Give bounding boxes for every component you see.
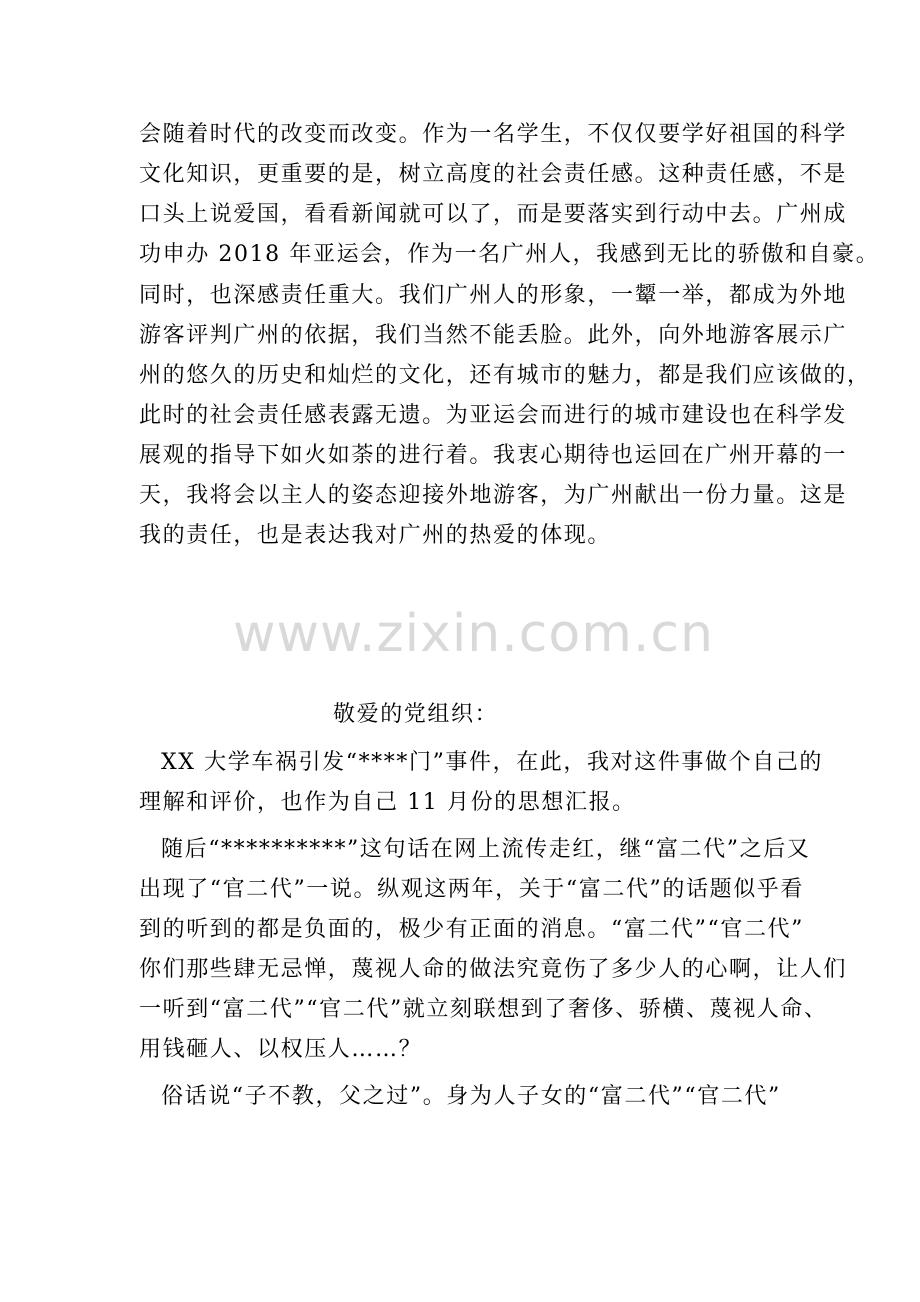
text-line: 文化知识，更重要的是，树立高度的社会责任感。这种责任感，不是: [139, 162, 848, 187]
text-line: 随后“**********”这句话在网上流传走红，继“富二代”之后又: [161, 837, 811, 862]
text-line: 州的悠久的历史和灿烂的文化，还有城市的魅力，都是我们应该做的，: [139, 363, 871, 388]
text-line: 同时，也深感责任重大。我们广州人的形象，一颦一举，都成为外地: [139, 283, 848, 308]
text-line: 会随着时代的改变而改变。作为一名学生，不仅仅要学好祖国的科学: [139, 122, 848, 147]
watermark: www.zixin.com.cn: [233, 604, 714, 664]
text-line: 你们那些肆无忌惮，蔑视人命的做法究竟伤了多少人的心啊，让人们: [139, 957, 848, 982]
text-line: 一听到“富二代”“官二代”就立刻联想到了奢侈、骄横、蔑视人命、: [139, 997, 828, 1022]
text-line: 我的责任，也是表达我对广州的热爱的体现。: [139, 523, 612, 548]
text-line: 口头上说爱国，看看新闻就可以了，而是要落实到行动中去。广州成: [139, 202, 848, 227]
text-line: XX 大学车祸引发“****门”事件，在此，我对这件事做个自己的: [161, 750, 824, 775]
salutation: 敬爱的党组织：: [333, 702, 499, 727]
text-line: 游客评判广州的依据，我们当然不能丢脸。此外，向外地游客展示广: [139, 323, 848, 348]
text-line: 功申办 2018 年亚运会，作为一名广州人，我感到无比的骄傲和自豪。: [139, 242, 880, 267]
text-line: 展观的指导下如火如荼的进行着。我衷心期待也运回在广州开幕的一: [139, 443, 848, 468]
text-line: 此时的社会责任感表露无遗。为亚运会而进行的城市建设也在科学发: [139, 403, 848, 428]
text-line: 到的听到的都是负面的，极少有正面的消息。“富二代”“官二代”: [139, 917, 804, 942]
text-line: 天，我将会以主人的姿态迎接外地游客，为广州献出一份力量。这是: [139, 483, 848, 508]
text-line: 俗话说“子不教，父之过”。身为人子女的“富二代”“官二代”: [161, 1084, 781, 1109]
text-line: 出现了“官二代”一说。纵观这两年，关于“富二代”的话题似乎看: [139, 877, 804, 902]
text-line: 用钱砸人、以权压人……？: [139, 1037, 423, 1062]
text-line: 理解和评价，也作为自己 11 月份的思想汇报。: [139, 790, 636, 815]
